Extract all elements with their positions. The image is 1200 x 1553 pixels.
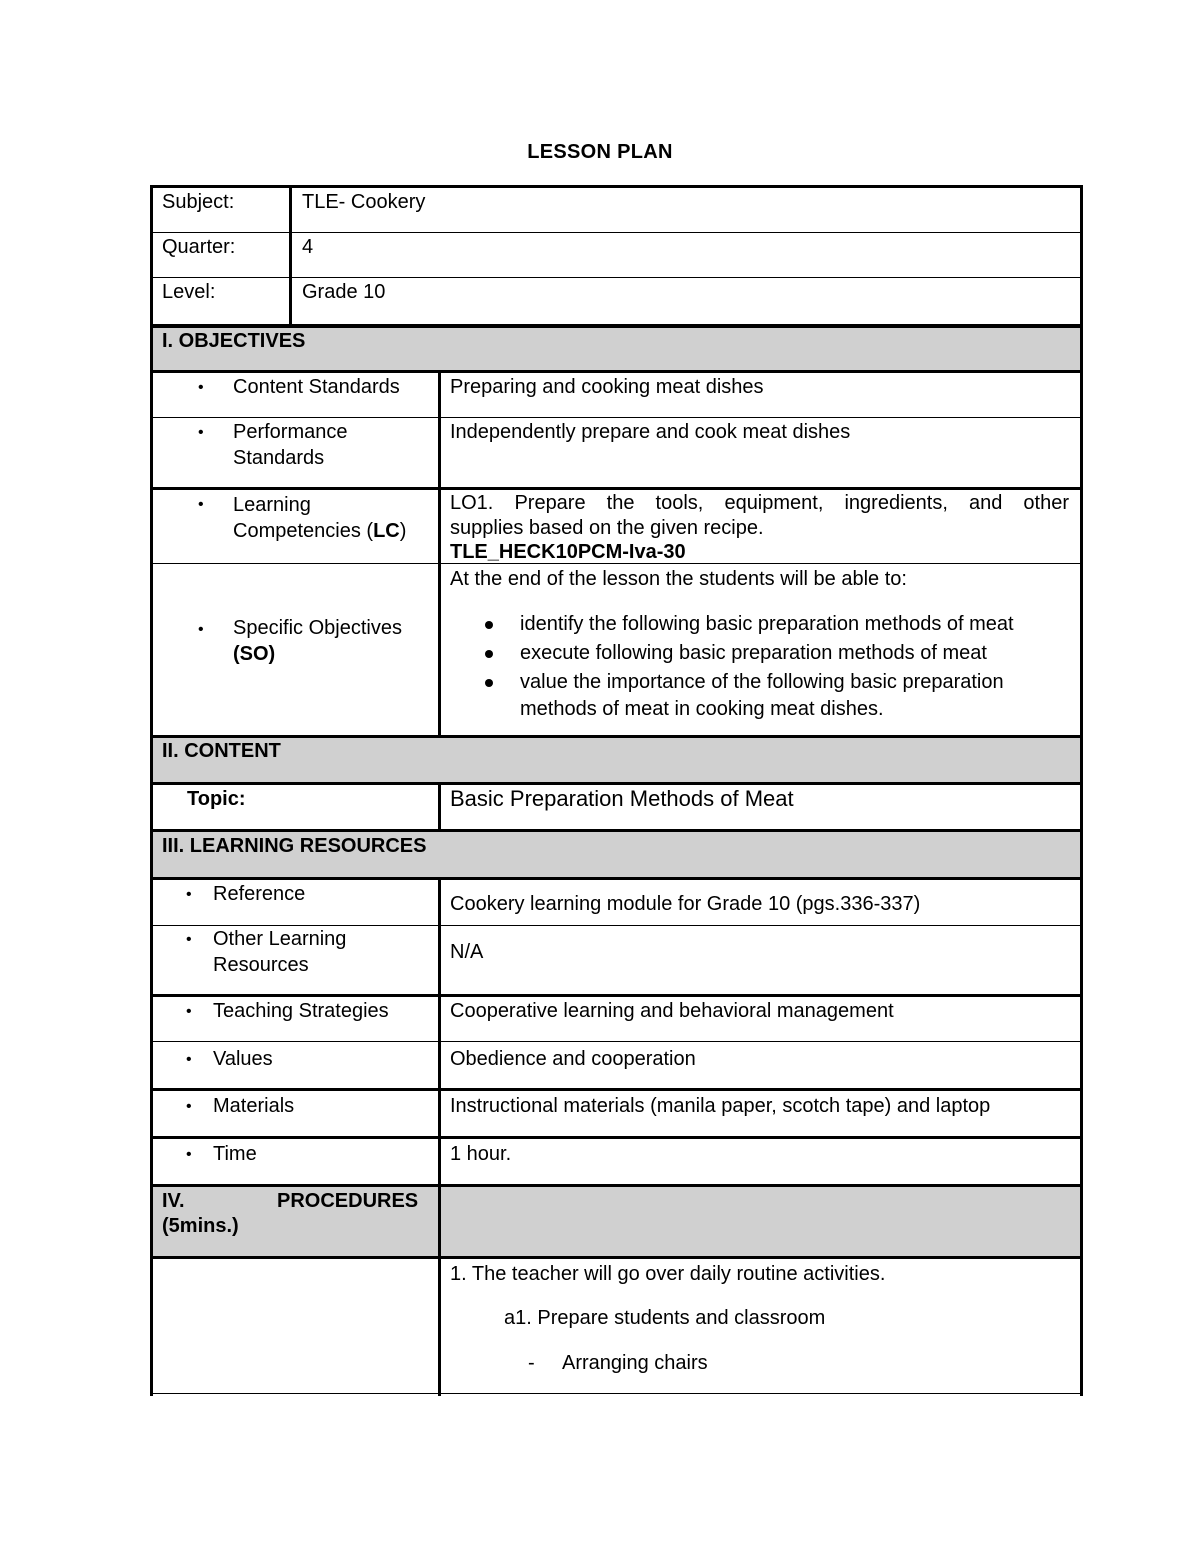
row-line bbox=[150, 1184, 1083, 1187]
bullet-icon: • bbox=[186, 886, 192, 903]
other-resources-value: N/A bbox=[450, 941, 484, 963]
subject-label: Subject: bbox=[162, 191, 235, 213]
performance-label: Performance bbox=[233, 421, 348, 443]
row-line bbox=[150, 782, 1083, 785]
bullet-icon: • bbox=[198, 621, 204, 638]
lc-code: TLE_HECK10PCM-Iva-30 bbox=[450, 541, 686, 563]
procedures-heading: (5mins.) bbox=[162, 1215, 239, 1237]
topic-value: Basic Preparation Methods of Meat bbox=[450, 786, 794, 811]
bullet-icon: • bbox=[186, 1003, 192, 1020]
header-row-line bbox=[150, 232, 1083, 233]
bullet-icon: • bbox=[198, 379, 204, 396]
row-line bbox=[150, 829, 1083, 832]
lc-value: supplies based on the given recipe. bbox=[450, 517, 764, 539]
bullet-icon: • bbox=[198, 496, 204, 513]
reference-value: Cookery learning module for Grade 10 (pgs.336-337) bbox=[450, 893, 921, 915]
time-value: 1 hour. bbox=[450, 1143, 512, 1165]
header-divider bbox=[289, 185, 292, 327]
dash-marker: - bbox=[528, 1352, 535, 1374]
row-line bbox=[150, 1136, 1083, 1139]
content-heading-bg bbox=[152, 738, 1081, 784]
row-line bbox=[150, 1088, 1083, 1091]
lc-label: Competencies (LC) bbox=[233, 520, 407, 542]
topic-label: Topic: bbox=[187, 788, 246, 810]
procedure-item: Arranging chairs bbox=[562, 1352, 708, 1374]
bullet-icon bbox=[485, 621, 493, 629]
quarter-value: 4 bbox=[302, 236, 314, 258]
lc-label: Learning bbox=[233, 494, 311, 516]
bullet-icon bbox=[485, 679, 493, 687]
resources-heading: III. LEARNING RESOURCES bbox=[162, 835, 427, 857]
content-standards-value: Preparing and cooking meat dishes bbox=[450, 376, 764, 398]
values-value: Obedience and cooperation bbox=[450, 1048, 696, 1070]
table-right-border bbox=[1080, 325, 1083, 1396]
bullet-icon: • bbox=[186, 1051, 192, 1068]
other-resources-label: Resources bbox=[213, 954, 309, 976]
bullet-icon: • bbox=[186, 1146, 192, 1163]
values-label: Values bbox=[213, 1048, 273, 1070]
procedure-step: 1. The teacher will go over daily routine activities. bbox=[450, 1263, 886, 1285]
lc-value: LO1. Prepare the tools, equipment, ingredients, and other bbox=[450, 492, 1069, 514]
document-title: LESSON PLAN bbox=[527, 141, 673, 163]
header-row-line bbox=[150, 277, 1083, 278]
row-line bbox=[150, 1041, 1083, 1042]
materials-label: Materials bbox=[213, 1095, 295, 1117]
row-line bbox=[150, 1393, 1083, 1394]
row-line bbox=[150, 877, 1083, 880]
row-line bbox=[150, 994, 1083, 997]
row-line bbox=[150, 735, 1083, 738]
time-label: Time bbox=[213, 1143, 257, 1165]
performance-label: Standards bbox=[233, 447, 325, 469]
row-line bbox=[150, 417, 1083, 418]
content-standards-label: Content Standards bbox=[233, 376, 400, 398]
subject-value: TLE- Cookery bbox=[302, 191, 426, 213]
so-label: (SO) bbox=[233, 643, 276, 665]
bullet-icon bbox=[485, 650, 493, 658]
row-line bbox=[150, 370, 1083, 373]
column-divider bbox=[438, 784, 441, 832]
bullet-icon: • bbox=[186, 931, 192, 948]
reference-label: Reference bbox=[213, 883, 306, 905]
so-item: methods of meat in cooking meat dishes. bbox=[520, 698, 884, 720]
procedures-heading: PROCEDURES bbox=[277, 1190, 419, 1212]
so-item: execute following basic preparation methods of meat bbox=[520, 642, 987, 664]
level-label: Level: bbox=[162, 281, 216, 303]
so-item: identify the following basic preparation methods of meat bbox=[520, 613, 1014, 635]
row-line bbox=[150, 1256, 1083, 1259]
level-value: Grade 10 bbox=[302, 281, 386, 303]
objectives-heading: I. OBJECTIVES bbox=[162, 330, 306, 352]
table-left-border bbox=[150, 325, 153, 1396]
quarter-label: Quarter: bbox=[162, 236, 236, 258]
bullet-icon: • bbox=[198, 424, 204, 441]
strategies-label: Teaching Strategies bbox=[213, 1000, 389, 1022]
other-resources-label: Other Learning bbox=[213, 928, 347, 950]
so-label: Specific Objectives bbox=[233, 617, 402, 639]
bullet-icon: • bbox=[186, 1098, 192, 1115]
procedures-heading: IV. bbox=[162, 1190, 185, 1212]
content-heading: II. CONTENT bbox=[162, 740, 281, 762]
procedure-substep: a1. Prepare students and classroom bbox=[504, 1307, 826, 1329]
strategies-value: Cooperative learning and behavioral management bbox=[450, 1000, 894, 1022]
so-intro: At the end of the lesson the students will be able to: bbox=[450, 568, 907, 590]
so-item: value the importance of the following basic preparation bbox=[520, 671, 1004, 693]
materials-value: Instructional materials (manila paper, scotch tape) and laptop bbox=[450, 1095, 991, 1117]
column-divider bbox=[438, 372, 441, 738]
performance-value: Independently prepare and cook meat dishes bbox=[450, 421, 851, 443]
